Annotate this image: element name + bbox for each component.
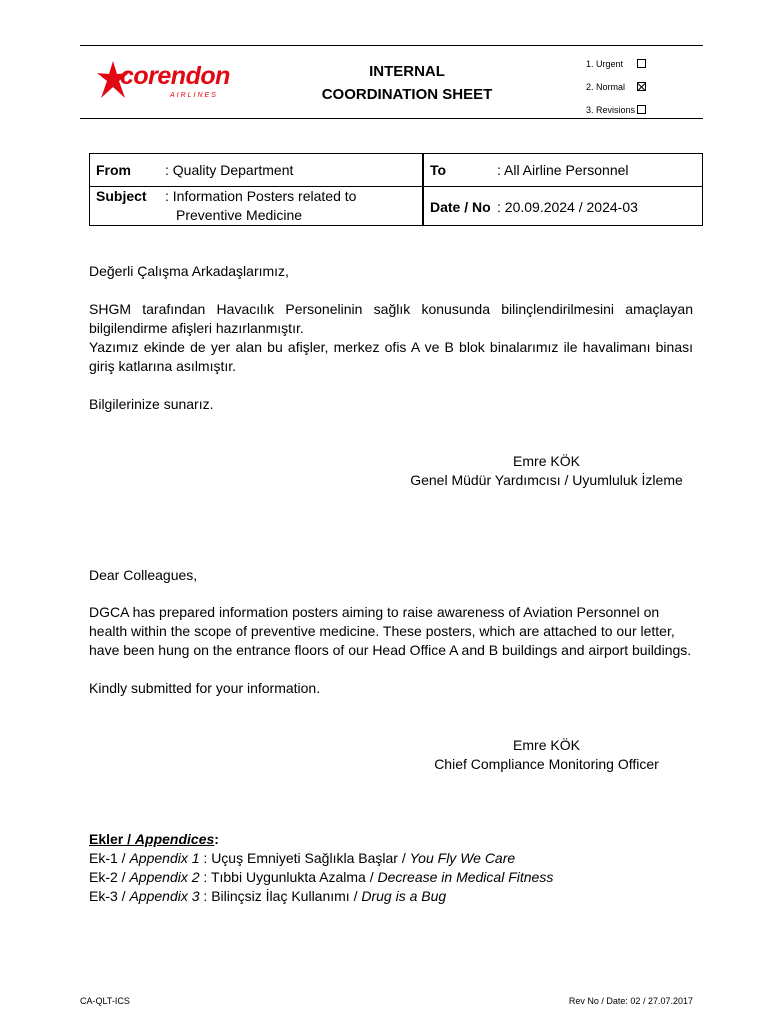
appendix-ek: Ek-2 / <box>89 869 130 885</box>
turkish-closing: Bilgilerinize sunarız. <box>89 396 214 412</box>
header-bottom-rule <box>80 118 703 119</box>
appendix-label: Appendix 1 <box>129 850 200 866</box>
english-signer-title: Chief Compliance Monitoring Officer <box>434 756 659 772</box>
appendix-ek: Ek-3 / <box>89 888 130 904</box>
subject-value-line-2: Preventive Medicine <box>176 207 303 223</box>
title-line-2: COORDINATION SHEET <box>321 86 493 103</box>
document-title <box>300 60 514 106</box>
turkish-signer-title: Genel Müdür Yardımcısı / Uyumluluk İzleme <box>410 472 683 488</box>
header-top-rule <box>80 45 703 46</box>
appendix-title-en: Decrease in Medical Fitness <box>377 869 554 885</box>
appendices-heading-en: Appendices <box>134 831 215 847</box>
appendix-label: Appendix 2 <box>129 869 200 885</box>
priority-normal-checkbox[interactable] <box>637 82 646 91</box>
appendices-heading <box>89 830 693 849</box>
turkish-paragraph-1: SHGM tarafından Havacılık Personelinin sağlık konusunda bilinçlendirilmesini amaçlayan bilgilendirme afişleri hazırlanmıştır. <box>89 301 693 336</box>
subject-label: Subject <box>96 188 147 204</box>
english-paragraph-1: DGCA has prepared information posters aiming to raise awareness of Aviation Personnel on health within the scope of preventive medicine. These posters, which are attached to our letter, have been hung on the entrance floors of our Head Office A and B buildings and airport buildings. <box>89 604 692 658</box>
from-value: : Quality Department <box>165 162 294 178</box>
to-value: : All Airline Personnel <box>497 162 629 178</box>
appendices-heading-sep: / <box>123 831 135 847</box>
priority-urgent-checkbox[interactable] <box>637 59 646 68</box>
from-label: From <box>96 162 131 178</box>
date-no-value: : 20.09.2024 / 2024-03 <box>497 199 638 215</box>
appendix-title-en: Drug is a Bug <box>361 888 447 904</box>
appendices-heading-colon: : <box>214 831 219 847</box>
appendix-item-3 <box>89 887 693 906</box>
footer-document-code: CA-QLT-ICS <box>80 996 130 1006</box>
appendix-ek: Ek-1 / <box>89 850 130 866</box>
priority-normal-label: 2. Normal <box>586 82 626 92</box>
info-table-right-divider <box>424 186 702 187</box>
title-line-1: INTERNAL <box>369 63 445 80</box>
turkish-greeting: Değerli Çalışma Arkadaşlarımız, <box>89 263 289 279</box>
english-greeting: Dear Colleagues, <box>89 567 198 583</box>
priority-urgent-label: 1. Urgent <box>586 59 624 69</box>
to-label: To <box>430 162 447 178</box>
appendix-item-2 <box>89 868 693 887</box>
logo-subtext: AIRLINES <box>170 92 218 99</box>
appendix-title-tr: : Tıbbi Uygunlukta Azalma / <box>199 869 378 885</box>
appendix-item-1 <box>89 849 693 868</box>
priority-revisions-label: 3. Revisions <box>586 105 636 115</box>
english-signer-name: Emre KÖK <box>513 737 580 753</box>
subject-value-line-1: : Information Posters related to <box>165 188 357 204</box>
appendix-label: Appendix 3 <box>129 888 200 904</box>
turkish-signer-name: Emre KÖK <box>513 453 580 469</box>
corendon-logo <box>96 60 230 104</box>
date-no-label: Date / No <box>430 199 491 215</box>
appendices-heading-tr: Ekler <box>89 831 124 847</box>
english-closing: Kindly submitted for your information. <box>89 680 321 696</box>
appendix-title-en: You Fly We Care <box>409 850 516 866</box>
appendix-title-tr: : Bilinçsiz İlaç Kullanımı / <box>199 888 362 904</box>
logo-wordmark: corendon <box>120 62 230 90</box>
priority-revisions-checkbox[interactable] <box>637 105 646 114</box>
appendix-title-tr: : Uçuş Emniyeti Sağlıkla Başlar / <box>199 850 410 866</box>
footer-revision: Rev No / Date: 02 / 27.07.2017 <box>568 996 693 1006</box>
turkish-paragraph-2: Yazımız ekinde de yer alan bu afişler, merkez ofis A ve B blok binalarımız ile havalimanı binası giriş katlarına asılmıştır. <box>89 339 693 374</box>
